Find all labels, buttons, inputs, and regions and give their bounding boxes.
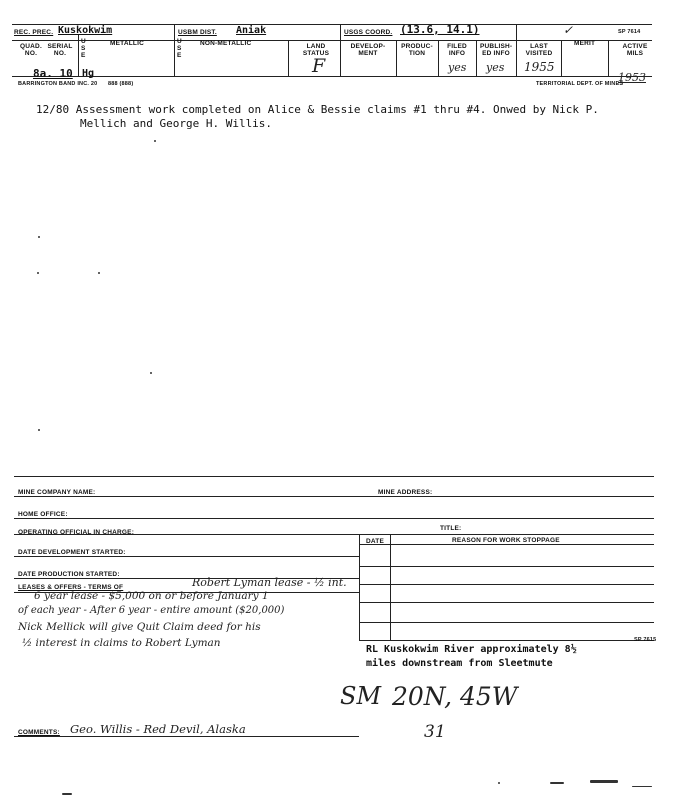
last-visited-value: 1955 bbox=[524, 60, 555, 74]
location-line-1: RL Kuskokwim River approximately 8½ bbox=[366, 644, 577, 655]
lease-line-5: ½ interest in claims to Robert Lyman bbox=[22, 637, 221, 649]
comments-label: COMMENTS: bbox=[18, 729, 60, 736]
comments-line bbox=[14, 736, 359, 737]
stoppage-row bbox=[359, 622, 654, 623]
serial-no-label: SERIAL NO. bbox=[47, 43, 73, 57]
speck bbox=[150, 372, 152, 374]
remarks-line-2: Mellich and George H. Willis. bbox=[80, 117, 273, 130]
stoppage-header-line bbox=[359, 544, 654, 545]
last-visited-label: LAST VISITED bbox=[525, 43, 553, 57]
stoppage-left-border bbox=[359, 534, 360, 640]
date-column-label: DATE bbox=[366, 538, 385, 545]
production-label: PRODUC- TION bbox=[401, 43, 433, 57]
stoppage-date-divider bbox=[390, 534, 391, 640]
prod-started-label: DATE PRODUCTION STARTED: bbox=[18, 571, 120, 578]
col-divider bbox=[438, 40, 439, 76]
usgs-coord-label: USGS COORD. bbox=[344, 29, 393, 36]
stoppage-row bbox=[359, 584, 654, 585]
printer-code: 888 (888) bbox=[108, 81, 134, 87]
col-divider bbox=[561, 40, 562, 76]
header-bottom-border bbox=[12, 76, 652, 77]
leases-label: LEASES & OFFERS - TERMS OF bbox=[18, 584, 124, 591]
nonmetallic-use-marks: U S E bbox=[177, 38, 182, 59]
location-line-2: miles downstream from Sleetmute bbox=[366, 658, 553, 669]
published-info-value: yes bbox=[486, 61, 505, 74]
active-mils-value: 1953 bbox=[618, 71, 646, 84]
dev-started-line bbox=[14, 556, 359, 557]
metallic-label: METALLIC bbox=[110, 40, 144, 47]
mine-address-label: MINE ADDRESS: bbox=[378, 489, 433, 496]
speck bbox=[38, 236, 40, 238]
sm-mark: SM bbox=[340, 682, 382, 710]
stoppage-row bbox=[359, 640, 654, 641]
header-row-divider bbox=[12, 40, 652, 41]
dev-started-label: DATE DEVELOPMENT STARTED: bbox=[18, 549, 126, 556]
col-divider bbox=[608, 40, 609, 76]
speck bbox=[632, 786, 652, 787]
form-number-bottom: SP 7615 bbox=[634, 637, 657, 643]
quad-no-value: 8a. 10 bbox=[33, 67, 73, 80]
merit-label: MERIT bbox=[574, 40, 596, 47]
development-label: DEVELOP- MENT bbox=[350, 43, 386, 57]
col-divider bbox=[396, 40, 397, 76]
township-range: 20N, 45W bbox=[392, 682, 518, 711]
col-divider bbox=[174, 24, 175, 76]
speck bbox=[498, 782, 500, 784]
col-divider bbox=[340, 24, 341, 76]
title-label: TITLE: bbox=[440, 525, 462, 532]
speck bbox=[98, 272, 100, 274]
remarks-line-1: 12/80 Assessment work completed on Alice & Bessie claims #1 thru #4. Onwed by Nick P. bbox=[36, 103, 599, 116]
stoppage-row bbox=[359, 566, 654, 567]
home-office-line bbox=[14, 518, 654, 519]
home-office-label: HOME OFFICE: bbox=[18, 511, 68, 518]
serial-no-value: Hg bbox=[82, 68, 95, 79]
section-number: 31 bbox=[424, 722, 446, 742]
usgs-coord-value: (13.6, 14.1) bbox=[400, 23, 480, 36]
land-status-label: LAND STATUS bbox=[302, 43, 330, 57]
lease-line-1: Robert Lyman lease - ½ int. bbox=[192, 576, 347, 589]
lease-line-2: 6 year lease - $5,000 on or before January 1 bbox=[34, 590, 269, 602]
col-divider bbox=[476, 40, 477, 76]
footer-top-rule bbox=[14, 476, 654, 477]
col-divider bbox=[78, 34, 79, 76]
printer-imprint: BARRINGTON BAND INC. 20 bbox=[18, 81, 98, 87]
reason-stoppage-label: REASON FOR WORK STOPPAGE bbox=[452, 537, 560, 544]
speck bbox=[62, 793, 72, 795]
mine-company-label: MINE COMPANY NAME: bbox=[18, 489, 96, 496]
form-number-top: SP 7614 bbox=[618, 29, 641, 35]
territorial-dept-label: TERRITORIAL DEPT. OF MINES bbox=[536, 81, 624, 87]
metallic-use-marks: U S E bbox=[81, 38, 86, 59]
speck bbox=[590, 780, 618, 783]
active-mils-label: ACTIVE MILS bbox=[622, 43, 648, 57]
operating-official-label: OPERATING OFFICIAL IN CHARGE: bbox=[18, 529, 135, 536]
lease-line-3: of each year - After 6 year - entire amount ($20,000) bbox=[18, 605, 285, 616]
nonmetallic-label: NON-METALLIC bbox=[200, 40, 252, 47]
rec-prec-label: REC. PREC. bbox=[14, 29, 54, 36]
speck bbox=[38, 429, 40, 431]
filed-info-label: FILED INFO bbox=[447, 43, 467, 57]
quad-no-label: QUAD. NO. bbox=[20, 43, 42, 57]
usbm-dist-label: USBM DIST. bbox=[178, 29, 217, 36]
comments-value: Geo. Willis - Red Devil, Alaska bbox=[70, 722, 246, 736]
published-info-label: PUBLISH- ED INFO bbox=[480, 43, 513, 57]
stoppage-row bbox=[359, 602, 654, 603]
rec-prec-value: Kuskokwim bbox=[58, 25, 113, 36]
speck bbox=[37, 272, 39, 274]
lease-line-4: Nick Mellick will give Quit Claim deed for his bbox=[18, 621, 261, 633]
land-status-value: F bbox=[312, 55, 326, 77]
check-mark: ✓ bbox=[563, 23, 574, 37]
mine-company-line bbox=[14, 496, 654, 497]
usbm-dist-value: Aniak bbox=[236, 25, 267, 36]
col-divider bbox=[288, 40, 289, 76]
speck bbox=[154, 140, 156, 142]
filed-info-value: yes bbox=[448, 61, 467, 74]
speck bbox=[550, 782, 564, 784]
col-divider bbox=[516, 24, 517, 76]
